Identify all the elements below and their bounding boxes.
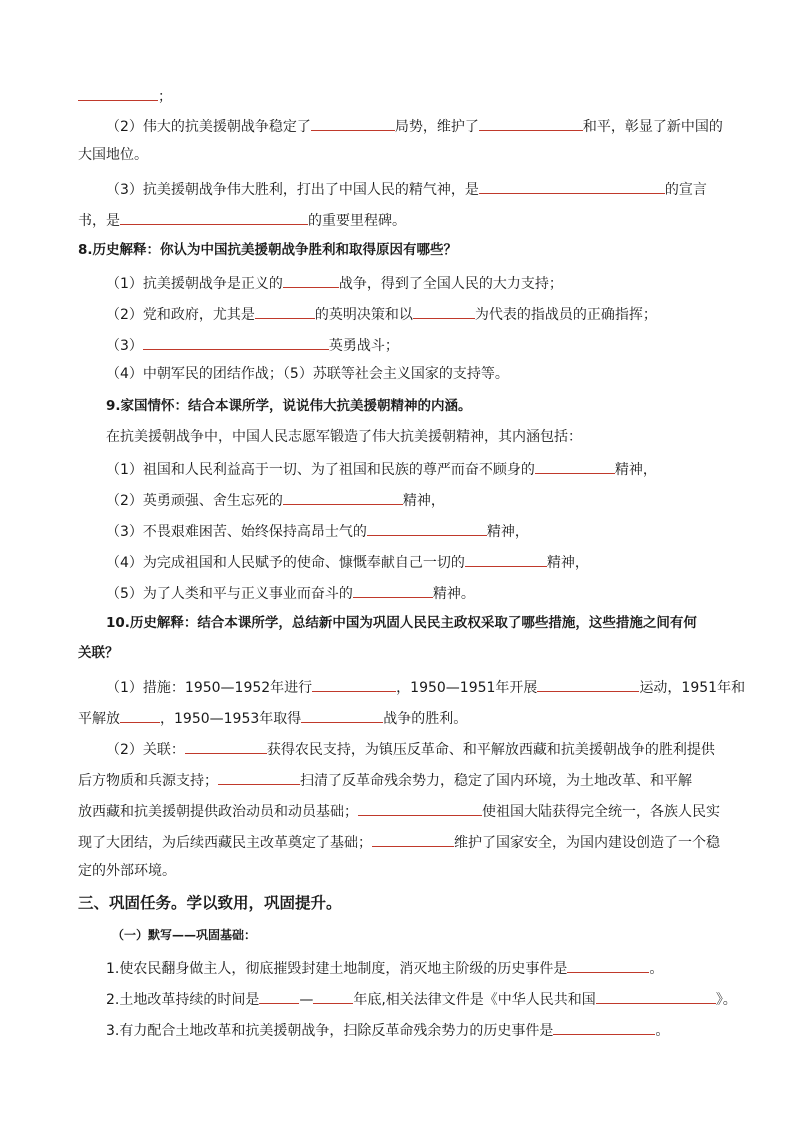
text-segment: 的英明决策和以 (314, 307, 413, 323)
text-line (78, 643, 119, 663)
answer-blank[interactable] (283, 488, 403, 505)
text-segment: ，1950—1951年开展 (396, 680, 538, 696)
answer-blank[interactable] (553, 1018, 655, 1035)
answer-blank[interactable] (313, 987, 353, 1004)
text-segment: （3）不畏艰难困苦、始终保持高昂士气的 (106, 524, 367, 540)
text-line (78, 145, 148, 165)
text-segment: 后方物质和兵源支持； (78, 773, 218, 789)
answer-blank[interactable] (185, 737, 267, 754)
text-line (106, 271, 563, 291)
text-line (78, 861, 176, 881)
text-segment: — (299, 992, 314, 1008)
text-segment: （1）祖国和人民利益高于一切、为了祖国和民族的尊严而奋不顾身的 (106, 462, 535, 478)
text-segment: 9.家国情怀：结合本课所学，说说伟大抗美援朝精神的内涵。 (106, 398, 472, 414)
text-segment: （1）抗美援朝战争是正义的 (106, 276, 283, 292)
text-segment: 定的外部环境。 (78, 863, 176, 879)
answer-blank[interactable] (535, 457, 615, 474)
text-line (106, 427, 582, 447)
text-line (78, 768, 692, 788)
text-line (106, 364, 509, 384)
answer-blank[interactable] (283, 271, 339, 288)
text-segment: 精神。 (432, 586, 475, 602)
text-segment: 战争的胜利。 (383, 711, 468, 727)
text-segment: （5）为了人类和平与正义事业而奋斗的 (106, 586, 353, 602)
answer-blank[interactable] (143, 333, 329, 350)
text-segment: ； (158, 89, 172, 105)
answer-blank[interactable] (479, 177, 665, 194)
text-line (78, 84, 172, 104)
answer-blank[interactable] (413, 302, 475, 319)
answer-blank[interactable] (301, 706, 383, 723)
answer-blank[interactable] (78, 84, 158, 101)
text-segment: 》。 (715, 992, 737, 1008)
text-line (106, 333, 399, 353)
text-segment: 3.有力配合土地改革和抗美援朝战争，扫除反革命残余势力的历史事件是 (106, 1023, 554, 1039)
text-segment: 2.土地改革持续的时间是 (106, 992, 260, 1008)
answer-blank[interactable] (479, 114, 583, 131)
text-segment: 精神， (546, 555, 589, 571)
text-segment: （3）抗美援朝战争伟大胜利，打出了中国人民的精气神，是 (106, 182, 479, 198)
text-segment: （4）为完成祖国和人民赋予的使命、慷慨奉献自己一切的 (106, 555, 465, 571)
answer-blank[interactable] (312, 675, 396, 692)
text-segment: 获得农民支持，为镇压反革命、和平解放西藏和抗美援朝战争的胜利提供 (266, 742, 715, 758)
text-segment: 英勇战斗； (328, 338, 399, 354)
text-line (106, 1018, 669, 1038)
answer-blank[interactable] (372, 830, 454, 847)
text-segment: 。 (655, 1023, 670, 1039)
answer-blank[interactable] (311, 114, 395, 131)
text-segment: 和平，彰显了新中国的 (582, 119, 723, 135)
text-line (106, 396, 472, 416)
text-line (112, 925, 256, 945)
text-segment: 年底,相关法律文件是《中华人民共和国 (353, 992, 596, 1008)
text-segment: 书，是 (78, 213, 120, 229)
text-line (106, 581, 475, 601)
text-segment: （4）中朝军民的团结作战；（5）苏联等社会主义国家的支持等。 (106, 366, 509, 382)
text-segment: （2）英勇顽强、舍生忘死的 (106, 493, 283, 509)
text-line (106, 550, 589, 570)
text-segment: 为代表的指战员的正确指挥； (474, 307, 657, 323)
text-segment: 的重要里程碑。 (308, 213, 406, 229)
text-line (78, 830, 720, 850)
text-line (106, 737, 715, 757)
text-segment: 使祖国大陆获得完全统一，各族人民实 (482, 804, 720, 820)
text-line (78, 240, 457, 260)
text-segment: 10.历史解释：结合本课所学，总结新中国为巩固人民民主政权采取了哪些措施，这些措施之间有何 (106, 615, 697, 631)
text-segment: 1.使农民翻身做主人，彻底摧毁封建土地制度，消灭地主阶级的历史事件是 (106, 961, 568, 977)
text-segment: （1）措施：1950—1952年进行 (106, 680, 313, 696)
text-line (78, 208, 406, 228)
text-segment: 精神， (614, 462, 657, 478)
text-line (106, 675, 745, 695)
text-line (106, 457, 657, 477)
text-segment: 放西藏和抗美援朝提供政治动员和动员基础； (78, 804, 358, 820)
answer-blank[interactable] (120, 706, 160, 723)
text-line (106, 302, 657, 322)
text-segment: 大国地位。 (78, 147, 148, 163)
text-segment: 运动，1951年和 (639, 680, 746, 696)
answer-blank[interactable] (218, 768, 300, 785)
answer-blank[interactable] (255, 302, 315, 319)
text-line (78, 799, 720, 819)
text-line (106, 613, 697, 633)
text-segment: 在抗美援朝战争中，中国人民志愿军锻造了伟大抗美援朝精神，其内涵包括： (106, 429, 582, 445)
text-segment: 的宣言 (664, 182, 707, 198)
text-line (106, 488, 445, 508)
text-line (106, 114, 723, 134)
answer-blank[interactable] (259, 987, 299, 1004)
text-segment: 精神， (486, 524, 529, 540)
text-segment: 。 (649, 961, 664, 977)
answer-blank[interactable] (465, 550, 547, 567)
text-segment: （3） (106, 338, 143, 354)
answer-blank[interactable] (353, 581, 433, 598)
text-line (106, 519, 529, 539)
text-line (78, 892, 342, 914)
text-segment: （一）默写——巩固基础： (112, 928, 257, 942)
text-segment: 精神， (402, 493, 445, 509)
answer-blank[interactable] (567, 956, 649, 973)
text-line (106, 956, 663, 976)
text-segment: 局势，维护了 (394, 119, 479, 135)
text-segment: 三、巩固任务。学以致用，巩固提升。 (78, 894, 342, 912)
text-segment: 现了大团结，为后续西藏民主改革奠定了基础； (78, 835, 372, 851)
text-segment: 关联？ (78, 645, 119, 661)
answer-blank[interactable] (596, 987, 716, 1004)
text-segment: 战争，得到了全国人民的大力支持； (338, 276, 563, 292)
answer-blank[interactable] (358, 799, 482, 816)
text-segment: （2）党和政府，尤其是 (106, 307, 255, 323)
text-segment: （2）关联： (106, 742, 185, 758)
text-segment: 8.历史解释：你认为中国抗美援朝战争胜利和取得原因有哪些？ (78, 242, 458, 258)
answer-blank[interactable] (537, 675, 639, 692)
text-segment: ，1950—1953年取得 (160, 711, 302, 727)
text-line (106, 177, 707, 197)
answer-blank[interactable] (367, 519, 487, 536)
text-line (78, 706, 467, 726)
answer-blank[interactable] (120, 208, 308, 225)
text-segment: （2）伟大的抗美援朝战争稳定了 (106, 119, 311, 135)
text-segment: 维护了国家安全，为国内建设创造了一个稳 (454, 835, 720, 851)
text-segment: 平解放 (78, 711, 120, 727)
text-line (106, 987, 737, 1007)
text-segment: 扫清了反革命残余势力，稳定了国内环境，为土地改革、和平解 (300, 773, 692, 789)
